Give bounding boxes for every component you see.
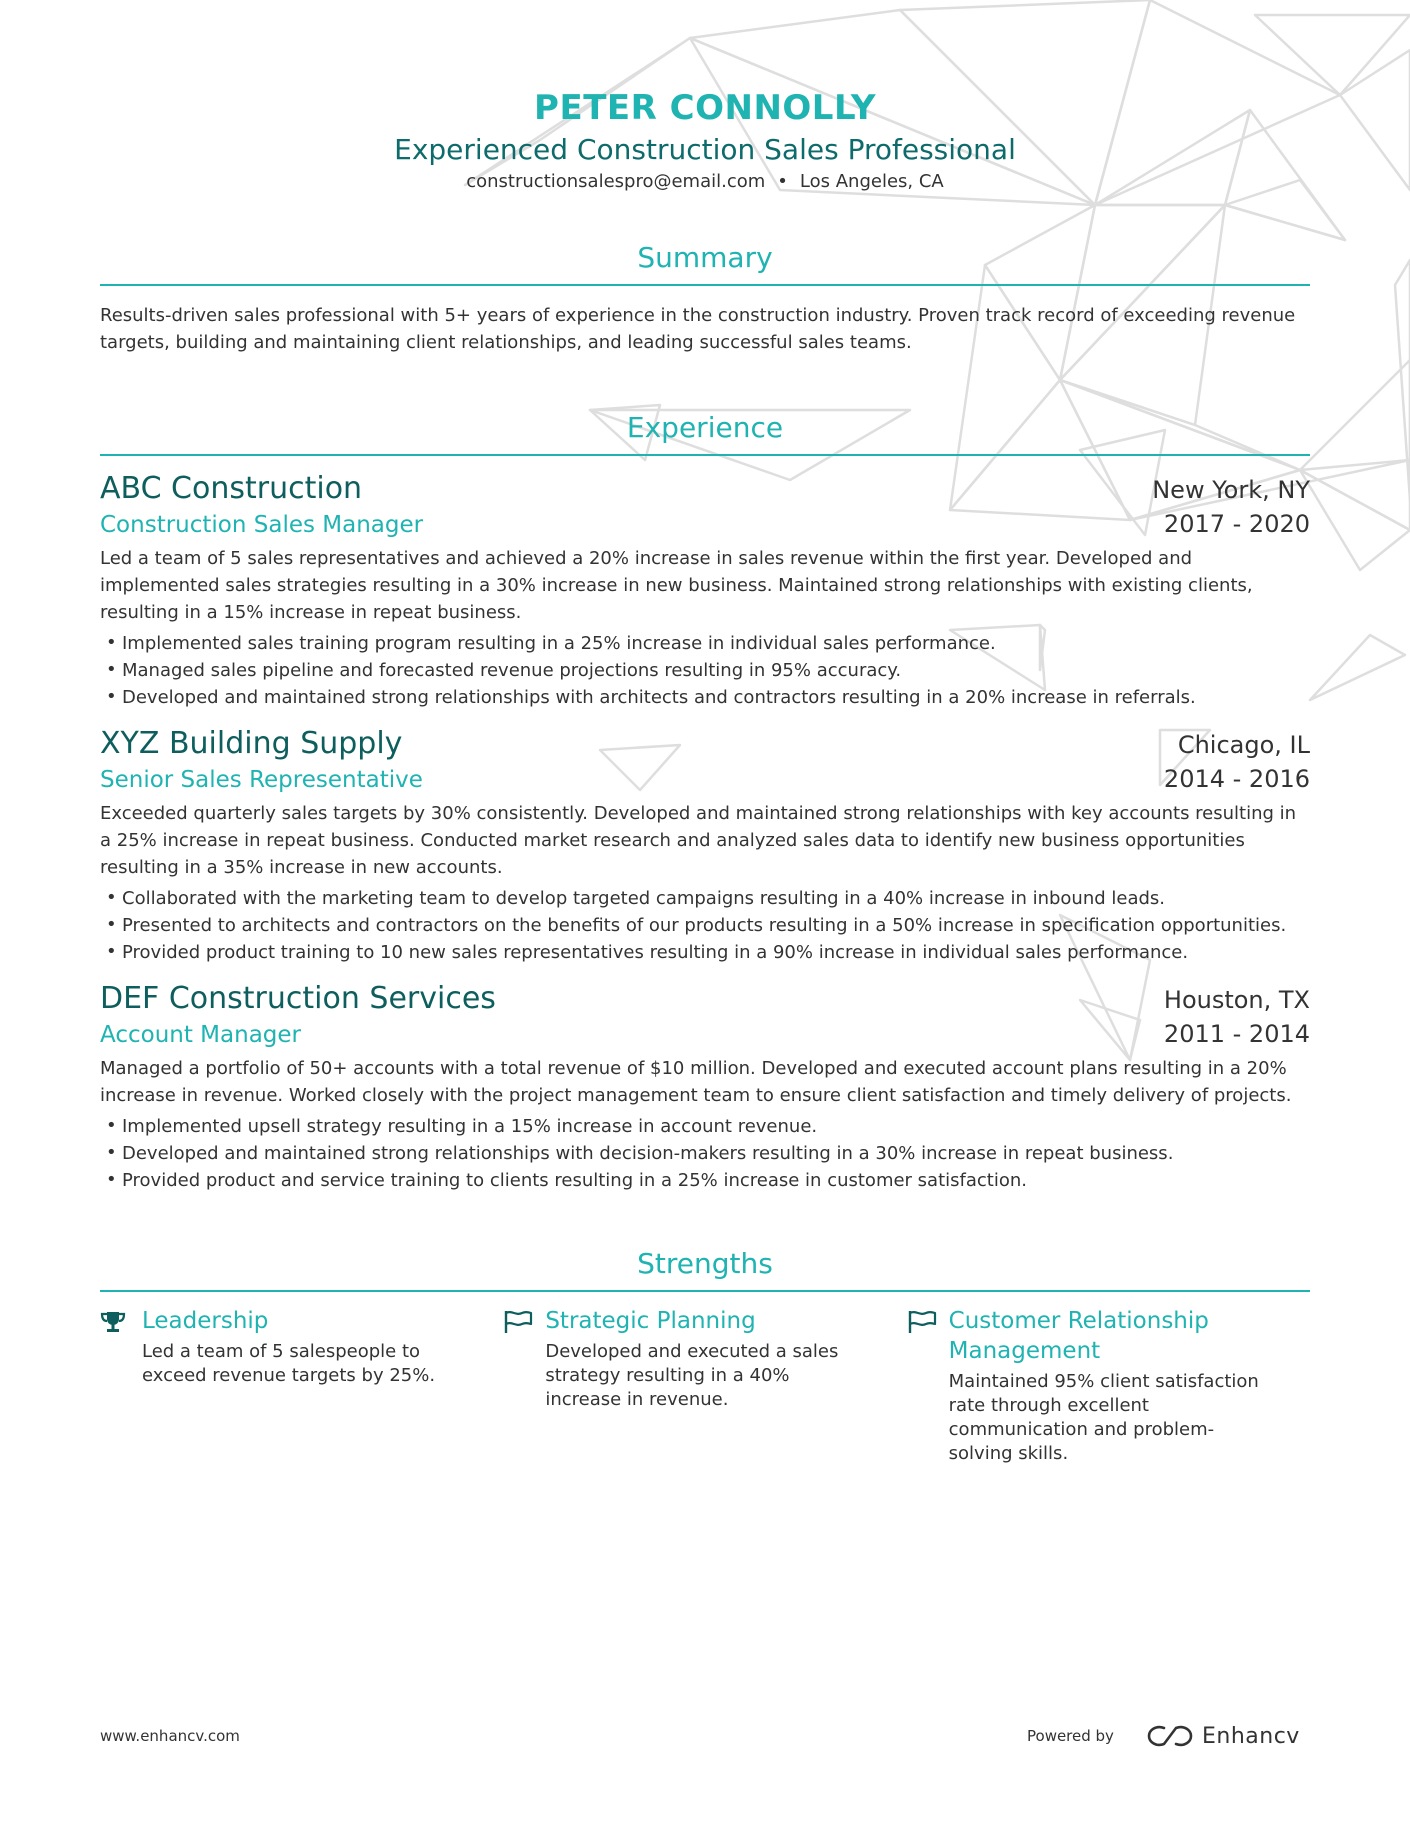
trophy-icon bbox=[100, 1306, 142, 1466]
enhancv-logo-icon bbox=[1146, 1723, 1194, 1749]
strengths-heading: Strengths bbox=[100, 1246, 1310, 1292]
strength-description: Maintained 95% client satisfaction rate through excellent communication and problem-solving skills. bbox=[948, 1371, 1259, 1464]
email-link[interactable]: constructionsalespro@email.com bbox=[466, 171, 766, 192]
job-location: Houston, TX bbox=[1163, 986, 1310, 1014]
job-dates: 2017 - 2020 bbox=[1163, 510, 1310, 538]
job-description: Managed a portfolio of 50+ accounts with a total revenue of $10 million. Developed and executed account plans resulting in a 20% increase in revenue. Worked closely with the project management team to ensure client satisfaction and timely delivery of projects. bbox=[100, 1058, 1292, 1106]
powered-by-label: Powered by bbox=[1027, 1727, 1114, 1745]
bullet-item: • Provided product training to 10 new sales representatives resulting in a 90% increase in individual sales performance. bbox=[100, 939, 1310, 966]
strengths-list bbox=[100, 1306, 1310, 1466]
contact-line bbox=[100, 170, 1310, 194]
job-description: Exceeded quarterly sales targets by 30% consistently. Developed and maintained strong relationships with key accounts resulting in a 25% increase in repeat business. Conducted market research and analyzed sales data to identify new business opportunities resulting in a 35% increase in new accounts. bbox=[100, 803, 1297, 878]
job-location: New York, NY bbox=[1152, 476, 1310, 504]
company-name: XYZ Building Supply bbox=[100, 726, 403, 761]
bullet-item: • Implemented upsell strategy resulting in a 15% increase in account revenue. bbox=[100, 1113, 1310, 1140]
website-link[interactable]: www.enhancv.com bbox=[100, 1727, 240, 1745]
resume-header bbox=[100, 0, 1310, 194]
experience-heading: Experience bbox=[100, 410, 1310, 456]
job-bullets bbox=[100, 630, 1310, 711]
job-description: Led a team of 5 sales representatives and achieved a 20% increase in sales revenue within the first year. Developed and implemented sales strategies resulting in a 30% increase in new business. Maintained strong relationships with existing clients, resulting in a 15% increase in repeat business. bbox=[100, 548, 1253, 623]
job-role: Construction Sales Manager bbox=[100, 512, 424, 538]
bullet-item: • Presented to architects and contractors on the benefits of our products resulting in a 50% increase in specification opportunities. bbox=[100, 912, 1310, 939]
job-dates: 2011 - 2014 bbox=[1163, 1020, 1310, 1048]
bullet-item: • Managed sales pipeline and forecasted revenue projections resulting in 95% accuracy. bbox=[100, 657, 1310, 684]
strength-item bbox=[907, 1306, 1310, 1466]
strength-item bbox=[100, 1306, 503, 1466]
bullet-item: • Developed and maintained strong relationships with architects and contractors resulting in a 20% increase in referrals. bbox=[100, 684, 1310, 711]
job-bullets bbox=[100, 1113, 1310, 1194]
company-name: ABC Construction bbox=[100, 471, 363, 506]
bullet-item: • Collaborated with the marketing team to develop targeted campaigns resulting in a 40% increase in inbound leads. bbox=[100, 885, 1310, 912]
job-entry bbox=[100, 980, 1310, 1194]
job-role: Account Manager bbox=[100, 1022, 301, 1048]
page-footer bbox=[100, 1723, 1310, 1753]
enhancv-logo-text: Enhancv bbox=[1202, 1723, 1300, 1749]
contact-separator: • bbox=[777, 171, 788, 192]
enhancv-logo[interactable] bbox=[1146, 1723, 1300, 1749]
bullet-item: • Provided product and service training to clients resulting in a 25% increase in customer satisfaction. bbox=[100, 1167, 1310, 1194]
strength-title: Customer Relationship Management bbox=[948, 1308, 1209, 1364]
job-dates: 2014 - 2016 bbox=[1163, 765, 1310, 793]
strength-title: Leadership bbox=[142, 1308, 269, 1334]
strength-description: Developed and executed a sales strategy resulting in a 40% increase in revenue. bbox=[545, 1341, 839, 1410]
flag-icon bbox=[907, 1306, 949, 1466]
summary-text: Results-driven sales professional with 5+ years of experience in the construction industry. Proven track record of exceeding revenue targets, building and maintaining client relationships, and leading successful sales teams. bbox=[100, 305, 1296, 353]
job-bullets bbox=[100, 885, 1310, 966]
strength-title: Strategic Planning bbox=[545, 1308, 756, 1334]
strength-item bbox=[503, 1306, 906, 1466]
bullet-item: • Implemented sales training program resulting in a 25% increase in individual sales performance. bbox=[100, 630, 1310, 657]
job-role: Senior Sales Representative bbox=[100, 767, 423, 793]
bullet-item: • Developed and maintained strong relationships with decision-makers resulting in a 30% increase in repeat business. bbox=[100, 1140, 1310, 1167]
company-name: DEF Construction Services bbox=[100, 981, 496, 1016]
summary-heading: Summary bbox=[100, 240, 1310, 286]
job-entry bbox=[100, 470, 1310, 711]
candidate-title: Experienced Construction Sales Professional bbox=[394, 133, 1016, 166]
job-entry bbox=[100, 725, 1310, 966]
resume-page bbox=[100, 0, 1310, 1466]
location-text: Los Angeles, CA bbox=[799, 171, 944, 192]
flag-icon bbox=[503, 1306, 545, 1466]
strength-description: Led a team of 5 salespeople to exceed revenue targets by 25%. bbox=[142, 1341, 436, 1386]
candidate-name: PETER CONNOLLY bbox=[534, 88, 876, 128]
job-location: Chicago, IL bbox=[1177, 731, 1310, 759]
